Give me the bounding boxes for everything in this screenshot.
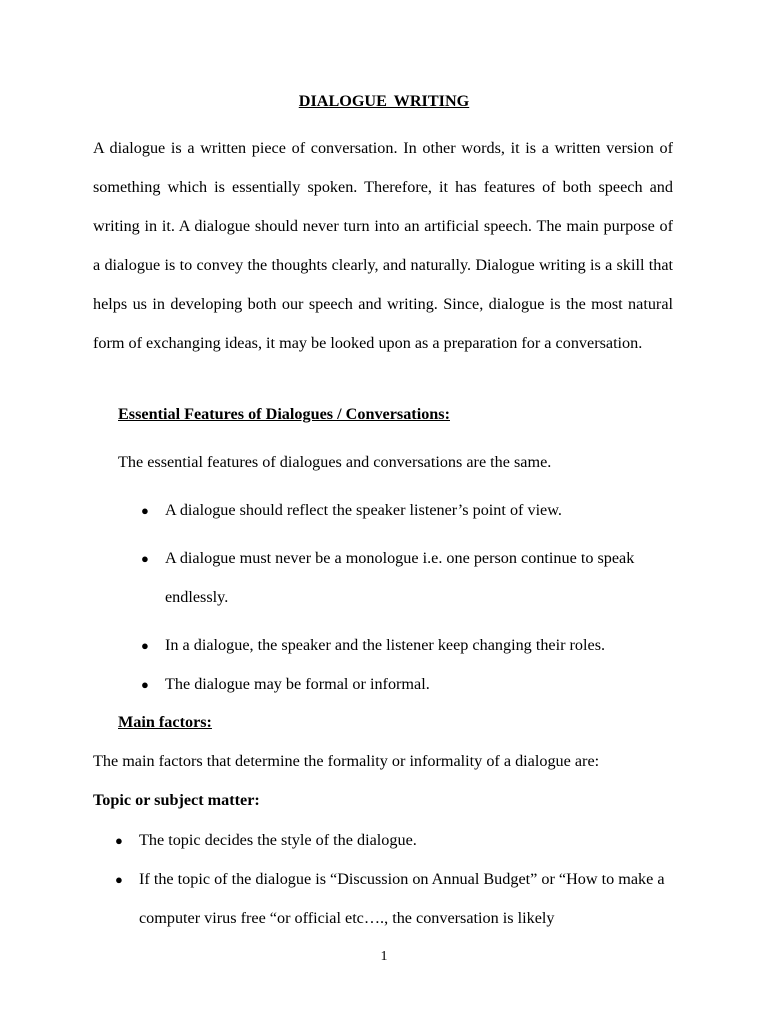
list-item — [141, 539, 665, 617]
intro-paragraph: A dialogue is a written piece of conversation. In other words, it is a written version of something which is essentially spoken. Therefore, it has features of both speech and writing in it. A dialogue should never turn into an artificial speech. The main purpose of a dialogue is to convey the thoughts clearly, and naturally. Dialogue writing is a skill that helps us in developing both our speech and writing. Since, dialogue is the most natural form of exchanging ideas, it may be looked upon as a preparation for a conversation. — [93, 139, 673, 352]
features-intro: The essential features of dialogues and conversations are the same. — [118, 453, 552, 471]
list-item — [141, 665, 665, 704]
topic-list — [115, 821, 674, 938]
feature-text: In a dialogue, the speaker and the listener keep changing their roles. — [165, 636, 606, 654]
topic-heading: Topic or subject matter: — [93, 791, 260, 809]
bullet-icon: ● — [141, 503, 149, 518]
bullet-icon: ● — [141, 551, 149, 566]
features-list — [141, 491, 665, 704]
features-heading: Essential Features of Dialogues / Conversations: — [118, 405, 450, 423]
list-item — [141, 626, 665, 665]
feature-text: A dialogue must never be a monologue i.e. one person continue to speak endlessly. — [165, 549, 635, 606]
feature-text: A dialogue should reflect the speaker listener’s point of view. — [165, 501, 562, 519]
page-number: 1 — [380, 949, 388, 964]
bullet-icon: ● — [141, 638, 149, 653]
bullet-icon: ● — [115, 833, 123, 848]
factors-heading: Main factors: — [118, 713, 212, 731]
bullet-icon: ● — [115, 872, 123, 887]
feature-text: The dialogue may be formal or informal. — [165, 675, 430, 693]
list-item — [115, 860, 674, 938]
topic-text: If the topic of the dialogue is “Discussion on Annual Budget” or “How to make a computer virus free “or official etc…., the conversation is likely — [139, 870, 665, 927]
factors-intro: The main factors that determine the formality or informality of a dialogue are: — [93, 752, 600, 770]
list-item — [141, 491, 665, 530]
list-item — [115, 821, 674, 860]
document-title: DIALOGUE WRITING — [298, 92, 470, 110]
topic-text: The topic decides the style of the dialogue. — [139, 831, 417, 849]
bullet-icon: ● — [141, 677, 149, 692]
